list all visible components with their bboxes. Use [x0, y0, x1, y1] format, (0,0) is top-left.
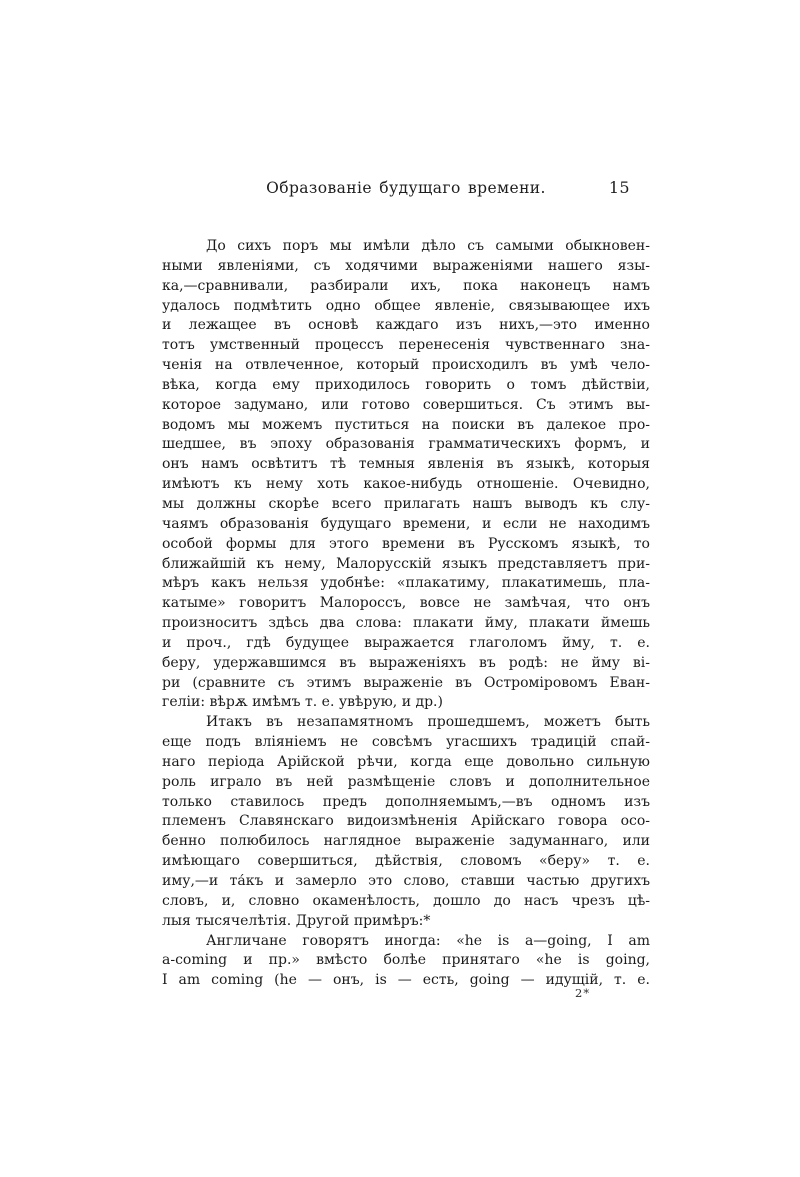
text-line: произноситъ здѣсь два слова: плакати йму, плакати ймешь — [162, 615, 650, 632]
text-line: тотъ умственный процессъ перенесенія чувственнаго зна- — [162, 337, 650, 354]
text-line: Англичане говорятъ иногда: «he is a—going, I am — [206, 932, 650, 949]
text-line: имѣютъ къ нему хоть какое-нибудь отношеніе. Очевидно, — [162, 476, 650, 493]
text-line: Итакъ въ незапамятномъ прошедшемъ, можетъ быть — [206, 714, 650, 731]
paragraph-1 — [162, 237, 650, 713]
text-line: До сихъ поръ мы имѣли дѣло съ самыми обыкновен- — [206, 238, 650, 254]
text-line: роль играло въ ней размѣщеніе словъ и дополнительное — [162, 773, 650, 790]
text-line: ка,—сравнивали, разбирали ихъ, пока наконецъ намъ — [162, 277, 650, 294]
text-line: беру, удержавшимся въ выраженіяхъ въ родѣ: не йму ві- — [162, 654, 650, 671]
text-line: только ставилось предъ дополняемымъ,—въ одномъ изъ — [162, 793, 650, 810]
text-line: I am coming (he — онъ, is — есть, going — идущій, т. е. — [162, 972, 650, 989]
text-line: ченія на отвлеченное, который происходилъ въ умѣ чело- — [162, 357, 650, 374]
page-header — [162, 179, 650, 201]
text-line: чаямъ образованія будущаго времени, и если не находимъ — [162, 515, 650, 532]
text-line: ными явленіями, съ ходячими выраженіями нашего язы- — [162, 257, 650, 274]
text-line: ближайшій къ нему, Малорусскій языкъ представляетъ при- — [162, 555, 650, 572]
running-title: Образованіе будущаго времени. — [266, 179, 546, 197]
text-line: имѣющаго совершиться, дѣйствія, словомъ «беру» т. е. — [162, 853, 650, 870]
text-line: особой формы для этого времени въ Русскомъ языкѣ, то — [162, 535, 650, 552]
text-line: ри (сравните съ этимъ выраженіе въ Остроміровомъ Еван- — [162, 674, 650, 691]
text-line: катыме» говоритъ Малороссъ, вовсе не замѣчая, что онъ — [162, 595, 650, 612]
text-line: лыя тысячелѣтія. Другой примѣръ:* — [162, 912, 431, 929]
text-line: удалось подмѣтить одно общее явленіе, связывающее ихъ — [162, 297, 650, 314]
text-line: еще подъ вліяніемъ не совсѣмъ угасшихъ традицій спай- — [162, 734, 650, 751]
text-line: a-coming и пр.» вмѣсто болѣе принятаго «he is going, — [162, 952, 650, 969]
text-line: водомъ мы можемъ пуститься на поиски въ далекое про- — [162, 416, 650, 433]
paragraph-2 — [162, 713, 650, 931]
text-line: наго періода Арійской рѣчи, когда еще довольно сильную — [162, 753, 650, 770]
text-line: геліи: вѣрѫ имѣмъ т. е. увѣрую, и др.) — [162, 694, 443, 711]
page-number: 15 — [608, 178, 630, 197]
text-line: шедшее, въ эпоху образованія грамматическихъ формъ, и — [162, 436, 650, 453]
text-line: вѣка, когда ему приходилось говорить о томъ дѣйствіи, — [162, 376, 650, 393]
text-line: иму,—и та́къ и замерло это слово, ставши частью другихъ — [162, 873, 650, 889]
text-line: бенно полюбилось наглядное выраженіе задуманнаго, или — [162, 833, 650, 850]
text-line: мы должны скорѣе всего прилагать нашъ выводъ къ слу- — [162, 495, 650, 512]
text-line: онъ намъ освѣтитъ тѣ темныя явленія въ языкѣ, которыя — [162, 456, 650, 473]
text-line: и лежащее въ основѣ каждаго изъ нихъ,—это именно — [162, 317, 650, 334]
text-line: словъ, и, словно окаменѣлость, дошло до насъ чрезъ цѣ- — [162, 892, 650, 909]
text-line: которое задумано, или готово совершиться. Съ этимъ вы- — [162, 396, 650, 413]
text-line: мѣръ какъ нельзя удобнѣе: «плакатиму, плакатимешь, пла- — [162, 575, 650, 592]
paragraph-3 — [162, 932, 650, 992]
text-line: племенъ Славянскаго видоизмѣненія Арійскаго говора осо- — [162, 813, 650, 830]
signature-mark: 2* — [575, 986, 591, 1000]
text-line: и проч., гдѣ будущее выражается глаголомъ йму, т. е. — [162, 634, 650, 651]
body-text — [162, 237, 650, 991]
